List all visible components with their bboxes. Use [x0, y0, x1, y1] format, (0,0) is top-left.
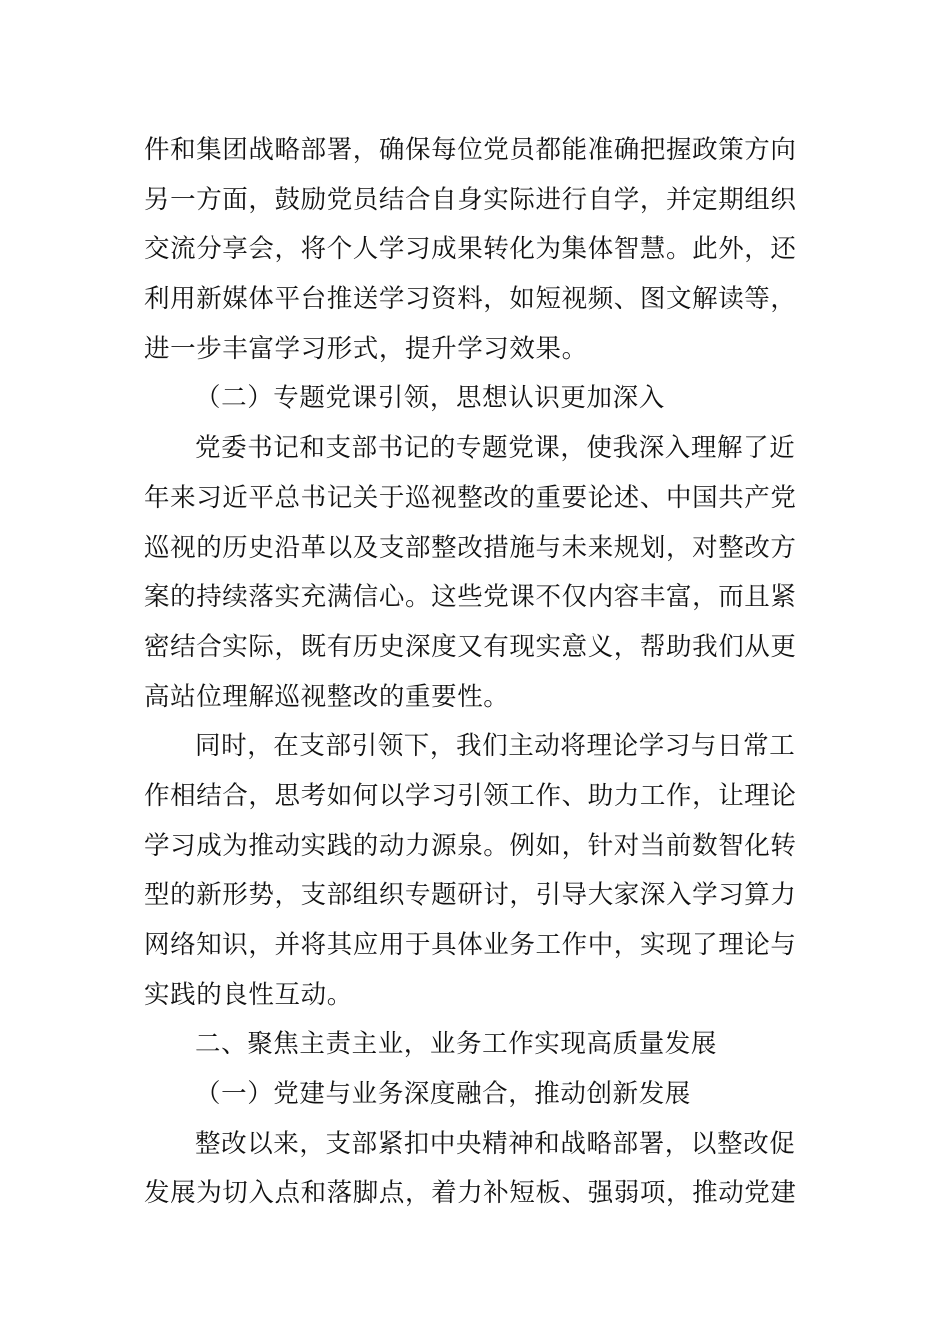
body-line: 巡视的历史沿革以及支部整改措施与未来规划，对整改方 — [144, 532, 797, 563]
body-line: 实践的良性互动。 — [144, 979, 353, 1010]
body-line: 另一方面，鼓励党员结合自身实际进行自学，并定期组织 — [144, 184, 797, 215]
body-line: 密结合实际，既有历史深度又有现实意义，帮助我们从更 — [144, 631, 797, 662]
body-line: 发展为切入点和落脚点，着力补短板、强弱项，推动党建 — [144, 1178, 797, 1209]
body-line: 高站位理解巡视整改的重要性。 — [144, 681, 510, 712]
body-line: 案的持续落实充满信心。这些党课不仅内容丰富，而且紧 — [144, 582, 797, 613]
body-line: 型的新形势，支部组织专题研讨，引导大家深入学习算力 — [144, 880, 797, 911]
body-line: 同时，在支部引领下，我们主动将理论学习与日常工 — [195, 731, 796, 762]
body-line: 学习成为推动实践的动力源泉。例如，针对当前数智化转 — [144, 830, 797, 861]
body-line: 件和集团战略部署，确保每位党员都能准确把握政策方向 — [144, 135, 797, 165]
body-line: 党委书记和支部书记的专题党课，使我深入理解了近 — [195, 433, 796, 464]
body-line: 年来习近平总书记关于巡视整改的重要论述、中国共产党 — [144, 482, 797, 513]
body-line: 交流分享会，将个人学习成果转化为集体智慧。此外，还 — [144, 234, 797, 265]
body-line: 进一步丰富学习形式，提升学习效果。 — [144, 333, 588, 364]
body-line: 作相结合，思考如何以学习引领工作、助力工作，让理论 — [144, 780, 797, 811]
subheading-line: （二）专题党课引领，思想认识更加深入 — [195, 383, 665, 414]
section-heading-line: 二、聚焦主责主业，业务工作实现高质量发展 — [195, 1029, 718, 1060]
body-line: 整改以来，支部紧扣中央精神和战略部署，以整改促 — [195, 1128, 796, 1159]
body-line: 网络知识，并将其应用于具体业务工作中，实现了理论与 — [144, 930, 797, 960]
body-line: 利用新媒体平台推送学习资料，如短视频、图文解读等， — [144, 284, 797, 315]
subheading-line: （一）党建与业务深度融合，推动创新发展 — [195, 1079, 691, 1110]
document-body — [144, 126, 814, 1219]
